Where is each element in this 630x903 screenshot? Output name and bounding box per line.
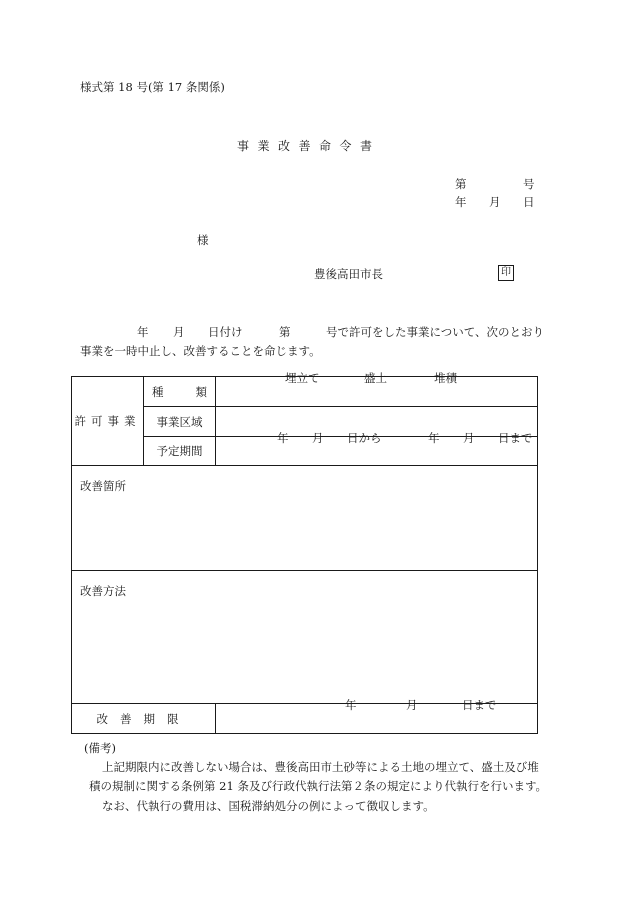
table-row-deadline: [72, 704, 538, 734]
deadline-values: [216, 698, 538, 734]
seal-mark: 印: [498, 265, 514, 281]
improvement-location-label: 改善箇所: [80, 479, 126, 493]
notes-line-3: なお、代執行の費用は、国税滞納処分の例によって徴収します。: [102, 799, 435, 813]
type-label-text: [144, 384, 215, 400]
deadline-day: 日まで: [462, 698, 497, 712]
notes-line-1: 上記期限内に改善しない場合は、豊後高田市土砂等による土地の埋立て、盛土及び堆: [102, 760, 539, 774]
body-month: 月: [173, 325, 185, 339]
doc-number-suffix: 号: [523, 177, 535, 191]
type-value-pile: 堆積: [434, 371, 457, 385]
body-year: 年: [137, 325, 149, 339]
period-end-day: 日まで: [498, 431, 533, 445]
deadline-year: 年: [345, 698, 357, 712]
notes-heading: (備考): [84, 741, 116, 755]
type-label-char-2: 類: [195, 384, 207, 399]
period-values: [216, 431, 538, 466]
type-value-embankment: 盛土: [364, 371, 387, 385]
period-start-month: 月: [312, 431, 324, 445]
form-number: 様式第 18 号(第 17 条関係): [80, 80, 225, 94]
improvement-location-cell: [72, 466, 538, 571]
body-day: 日付け: [208, 325, 243, 339]
type-label: [144, 377, 216, 407]
type-value-fill: 埋立て: [285, 371, 320, 385]
period-end-month: 月: [463, 431, 475, 445]
period-start-day: 日から: [347, 431, 382, 445]
notes-line-2: 積の規制に関する条例第 21 条及び行政代執行法第２条の規定により代執行を行います。: [89, 779, 548, 793]
body-number-rest: 号で許可をした事業について、次のとおり: [326, 325, 545, 339]
body-number-prefix: 第: [279, 325, 291, 339]
improvement-method-label: 改善方法: [80, 584, 126, 598]
type-values: [216, 371, 538, 407]
deadline-month: 月: [406, 698, 418, 712]
issuer-name: 豊後高田市長: [314, 267, 383, 281]
area-label: 事業区域: [144, 407, 216, 437]
order-table: [71, 371, 538, 734]
deadline-label: 改善期限: [72, 704, 216, 734]
table-row-location: [72, 466, 538, 571]
period-end-year: 年: [428, 431, 440, 445]
table-row-method: [72, 571, 538, 704]
improvement-method-cell: [72, 571, 538, 704]
period-start-year: 年: [277, 431, 289, 445]
addressee-suffix: 様: [197, 233, 209, 247]
body-line-2: 事業を一時中止し、改善することを命じます。: [80, 344, 321, 358]
date-year: 年: [455, 195, 467, 209]
permitted-business-label: 許可事業: [72, 377, 144, 466]
table-row-type: [72, 377, 538, 407]
period-label: 予定期間: [144, 437, 216, 466]
date-day: 日: [523, 195, 535, 209]
document-title: 事業改善命令書: [237, 139, 381, 153]
type-label-char-1: 種: [152, 384, 164, 399]
doc-number-prefix: 第: [455, 177, 467, 191]
date-month: 月: [489, 195, 501, 209]
